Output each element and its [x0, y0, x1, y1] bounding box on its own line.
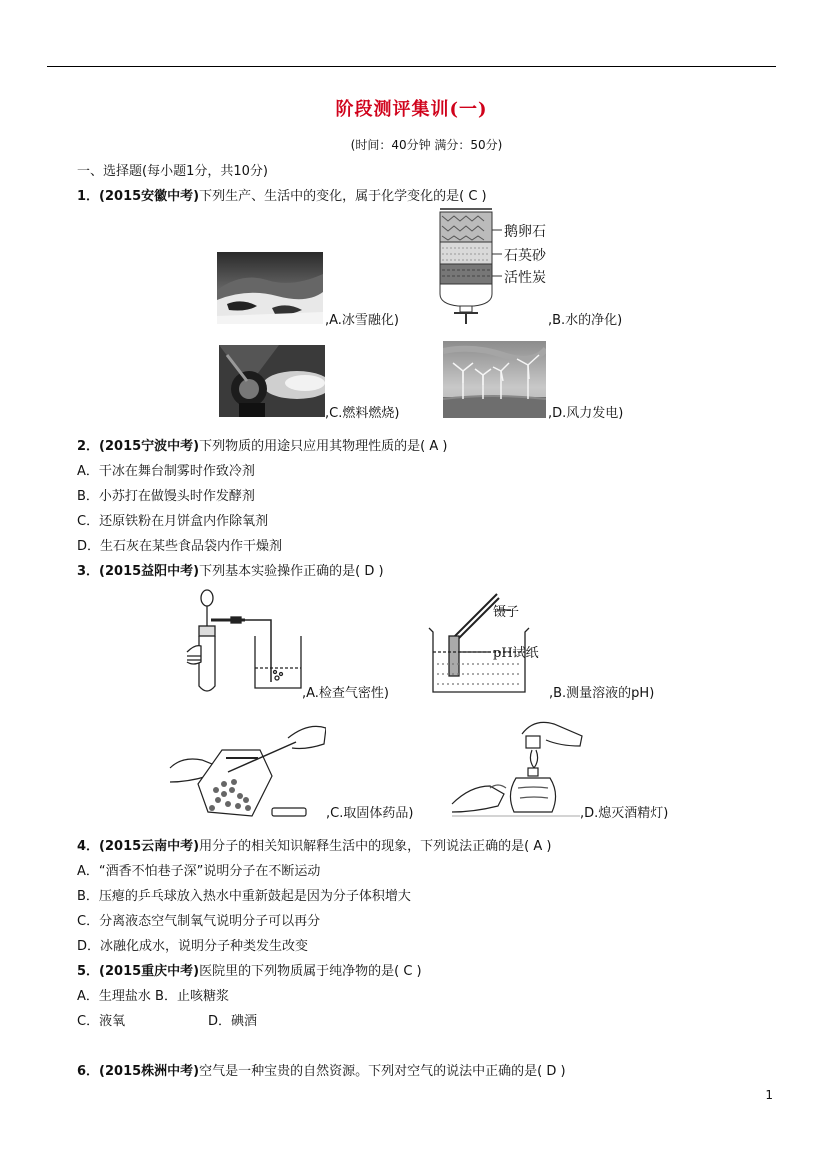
caption-3b: ,B.测量溶液的pH) [549, 686, 655, 701]
question-2 [77, 435, 447, 454]
question-text: 下列基本实验操作正确的是( D ) [199, 564, 384, 579]
caption-3c: ,C.取固体药品) [326, 806, 414, 821]
section-heading: 一、选择题(每小题1分，共10分) [77, 164, 268, 179]
question-source: (2015益阳中考) [99, 564, 200, 579]
question-source: (2015株洲中考) [99, 1064, 200, 1079]
ice-melting-photo [217, 252, 323, 324]
caption-3a: ,A.检查气密性) [302, 686, 390, 701]
question-source: (2015宁波中考) [99, 439, 200, 454]
question-4 [77, 835, 551, 854]
alcohol-lamp-diagram [450, 716, 585, 820]
question-text: 下列物质的用途只应用其物理性质的是( A ) [199, 439, 448, 454]
q5-options-row-1: A．生理盐水 B．止咳糖浆 [77, 989, 229, 1004]
question-number: 5． [77, 964, 100, 979]
caption-1d: ,D.风力发电) [548, 406, 624, 421]
question-text: 医院里的下列物质属于纯净物的是( C ) [199, 964, 422, 979]
q2-option-c: C．还原铁粉在月饼盒内作除氧剂 [77, 514, 269, 529]
question-source: (2015云南中考) [99, 839, 200, 854]
question-source: (2015安徽中考) [99, 189, 200, 204]
tweezers-label: 镊子 [493, 605, 520, 620]
exam-info: (时间：40分钟 满分：50分) [350, 138, 503, 152]
q4-option-d: D．冰融化成水，说明分子种类发生改变 [77, 939, 309, 954]
wind-power-photo [443, 341, 546, 418]
question-3 [77, 560, 384, 579]
question-number: 3． [77, 564, 100, 579]
question-text: 用分子的相关知识解释生活中的现象，下列说法正确的是( A ) [199, 839, 552, 854]
question-1 [77, 185, 487, 204]
fuel-burning-photo [219, 345, 325, 417]
solid-drug-diagram [168, 720, 326, 820]
filter-label-pebble: 鹅卵石 [504, 224, 546, 240]
q2-option-a: A．干冰在舞台制雾时作致冷剂 [77, 464, 255, 479]
q2-option-b: B．小苏打在做馒头时作发酵剂 [77, 489, 255, 504]
filter-label-carbon: 活性炭 [504, 270, 546, 286]
page-number: 1 [765, 1088, 773, 1102]
water-filter-diagram [430, 208, 554, 326]
q5-option-d: D．碘酒 [208, 1014, 258, 1029]
caption-1c: ,C.燃料燃烧) [325, 406, 400, 421]
question-number: 4． [77, 839, 100, 854]
q2-option-d: D．生石灰在某些食品袋内作干燥剂 [77, 539, 283, 554]
header-rule [47, 66, 776, 67]
q4-option-c: C．分离液态空气制氧气说明分子可以再分 [77, 914, 321, 929]
question-5 [77, 960, 422, 979]
ph-measurement-diagram [427, 590, 552, 698]
question-text: 下列生产、生活中的变化，属于化学变化的是( C ) [199, 189, 487, 204]
caption-1a: ,A.冰雪融化) [325, 313, 400, 328]
ph-paper-label: pH试纸 [493, 646, 539, 661]
q4-option-b: B．压瘪的乒乓球放入热水中重新鼓起是因为分子体积增大 [77, 889, 411, 904]
q4-option-a: A．“酒香不怕巷子深”说明分子在不断运动 [77, 864, 321, 879]
airtightness-check-diagram [185, 586, 305, 698]
question-number: 1． [77, 189, 100, 204]
question-text: 空气是一种宝贵的自然资源。下列对空气的说法中正确的是( D ) [199, 1064, 566, 1079]
question-6 [77, 1060, 566, 1079]
caption-3d: ,D.熄灭酒精灯) [580, 806, 669, 821]
q5-option-c: C．液氧 [77, 1014, 126, 1029]
question-source: (2015重庆中考) [99, 964, 200, 979]
question-number: 2． [77, 439, 100, 454]
filter-label-sand: 石英砂 [504, 248, 546, 264]
question-number: 6． [77, 1064, 100, 1079]
page-title: 阶段测评集训(一) [335, 99, 488, 120]
caption-1b: ,B.水的净化) [548, 313, 623, 328]
